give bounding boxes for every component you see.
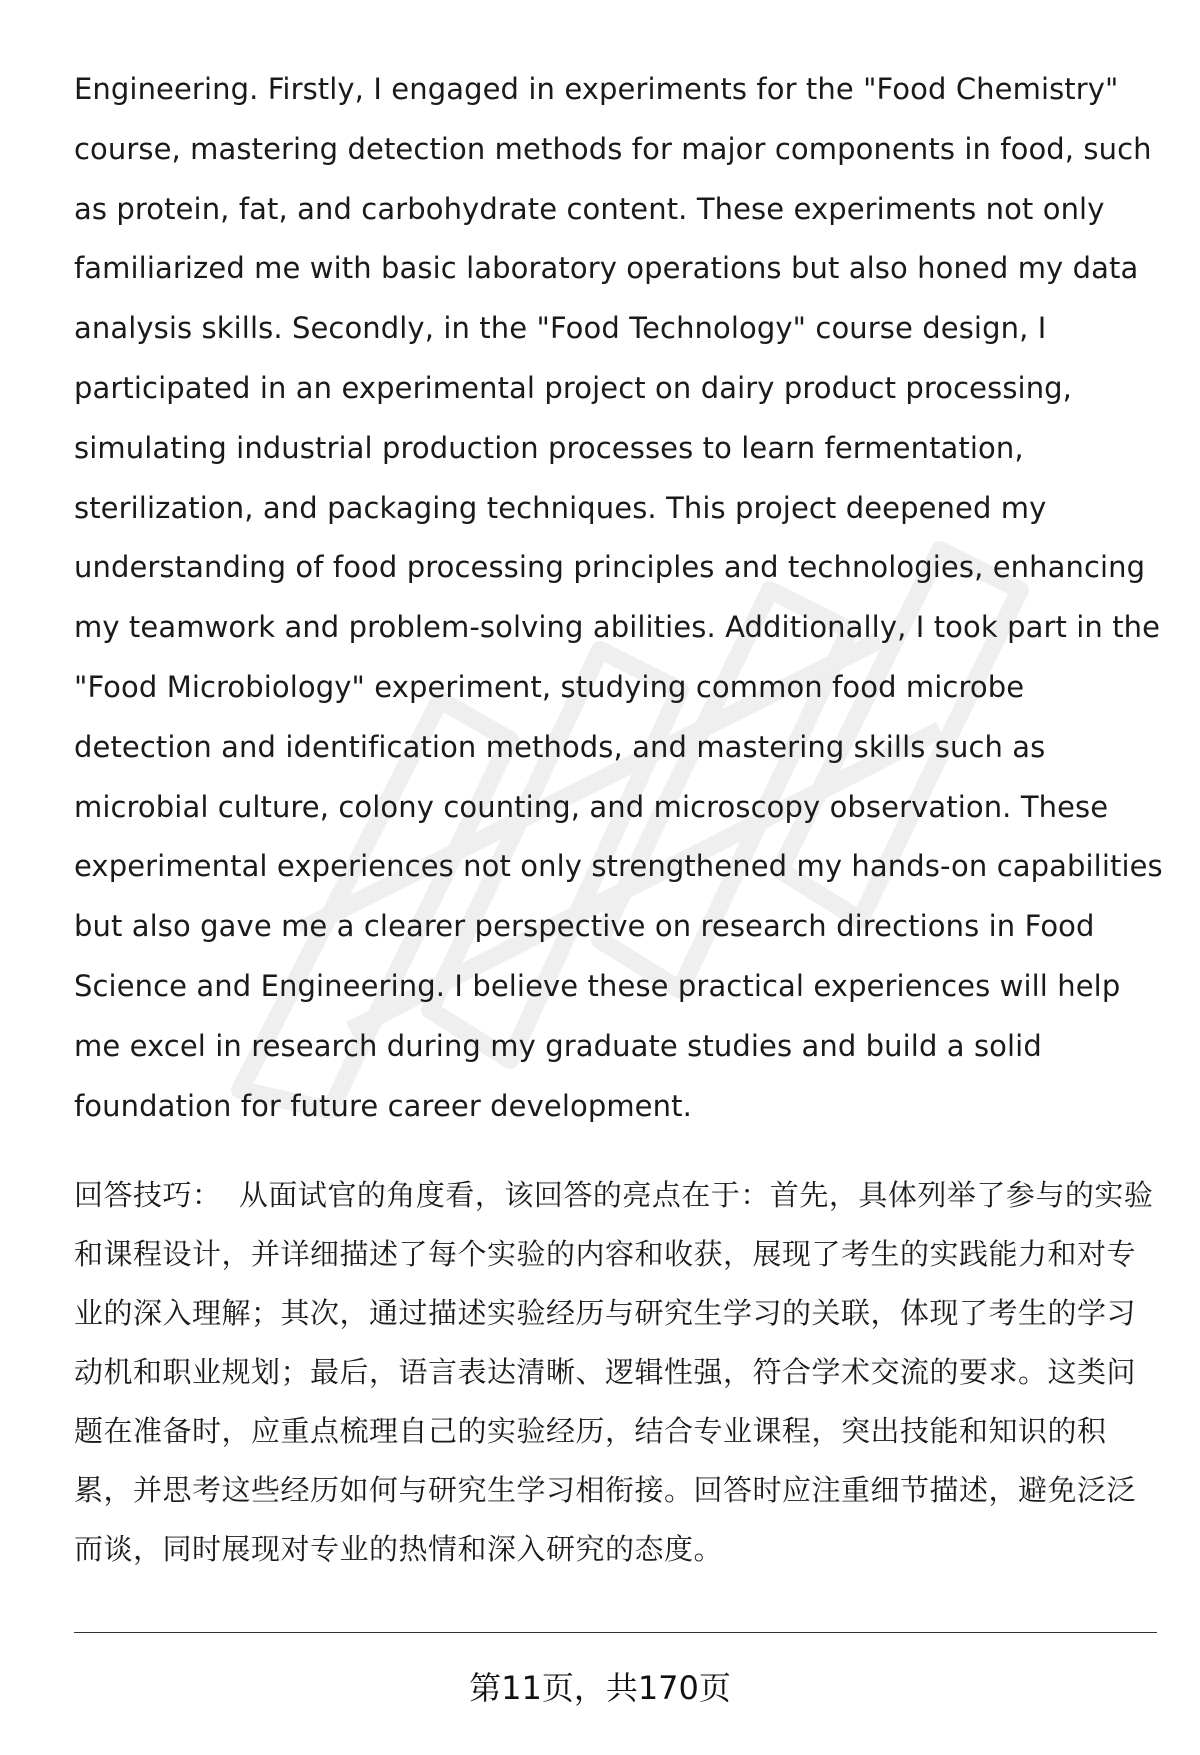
footer-divider [74,1632,1157,1633]
main-content [74,60,1164,1579]
page-indicator: 第11页，共170页 [469,1669,731,1707]
tips-label: 回答技巧： [74,1178,222,1213]
tips-text: 从面试官的角度看，该回答的亮点在于：首先，具体列举了参与的实验和课程设计，并详细描述了每个实验的内容和收获，展现了考生的实践能力和对专业的深入理解；其次，通过描述实验经历与研究生学习的关联，体现了考生的学习动机和职业规划；最后，语言表达清晰、逻辑性强，符合学术交流的要求。这类问题在准备时，应重点梳理自己的实验经历，结合专业课程，突出技能和知识的积累，并思考这些经历如何与研究生学习相衔接。回答时应注重细节描述，避免泛泛而谈，同时展现对专业的热情和深入研究的态度。 [74,1178,1154,1567]
answer-paragraph: Engineering. Firstly, I engaged in experiments for the "Food Chemistry" course, mastering detection methods for major components in food, such as protein, fat, and carbohydrate content. These experiments not only familiarized me with basic laboratory operations but also honed my data analysis skills. Secondly, in the "Food Technology" course design, I participated in an experimental project on dairy product processing, simulating industrial production processes to learn fermentation, sterilization, and packaging techniques. This project deepened my understanding of food processing principles and technologies, enhancing my teamwork and problem-solving abilities. Additionally, I took part in the "Food Microbiology" experiment, studying common food microbe detection and identification methods, and mastering skills such as microbial culture, colony counting, and microscopy observation. These experimental experiences not only strengthened my hands-on capabilities but also gave me a clearer perspective on research directions in Food Science and Engineering. I believe these practical experiences will help me excel in research during my graduate studies and build a solid foundation for future career development. [74,72,1163,1123]
answer-tips [74,1166,1164,1579]
